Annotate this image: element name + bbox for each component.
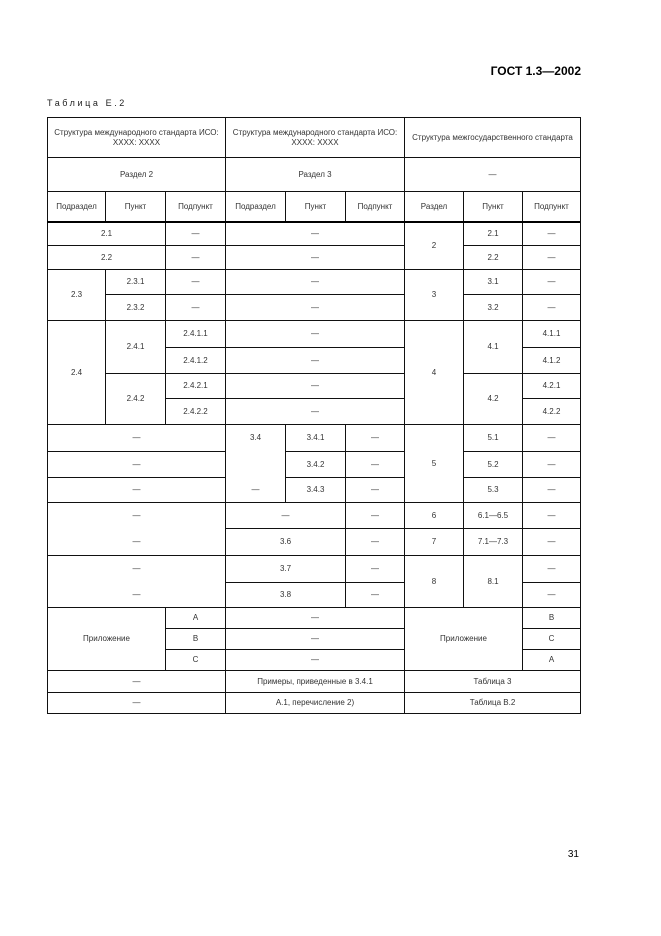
table-cell: 5	[404, 424, 464, 503]
table-cell: A	[165, 607, 226, 629]
page-number: 31	[567, 849, 579, 860]
table-cell: —	[47, 692, 226, 714]
table-cell: 4	[404, 320, 464, 425]
table-cell: —	[522, 555, 581, 583]
table-cell: —	[225, 398, 405, 425]
table-cell: 8	[404, 555, 464, 608]
table-cell: —	[225, 628, 405, 650]
table-cell: 2.4.2	[105, 373, 166, 425]
table-cell: 8.1	[463, 555, 523, 608]
table-cell: —	[522, 269, 581, 295]
table-cell: Таблица В.2	[404, 692, 581, 714]
table-header-cell: Пункт	[285, 191, 346, 223]
table-cell: 2.4	[47, 320, 106, 425]
table-header-cell: Структура международного стандарта ИСО: XXXX: XXXX	[225, 117, 405, 158]
table-cell: 2.2	[463, 245, 523, 270]
table-cell: 2.4.1.1	[165, 320, 226, 348]
header-divider	[47, 221, 580, 223]
table-cell: —	[132, 590, 141, 599]
table-cell: —	[165, 222, 226, 246]
table-cell: 2.4.2.2	[165, 398, 226, 425]
table-header-cell: Пункт	[463, 191, 523, 223]
table-cell: 5.1	[463, 424, 523, 452]
table-cell: —	[225, 294, 405, 321]
table-header-cell: Подраздел	[47, 191, 106, 223]
table-cell: 2.3.2	[105, 294, 166, 321]
document-title: ГОСТ 1.3—2002	[490, 64, 581, 78]
table-cell: —	[522, 245, 581, 270]
table-header-cell: Подпункт	[345, 191, 405, 223]
table-cell: 6.1—6.5	[463, 502, 523, 529]
table-cell: 2.1	[47, 222, 166, 246]
table-cell: —	[225, 347, 405, 374]
table-cell: C	[522, 628, 581, 650]
table-cell: —	[225, 269, 405, 295]
table-cell: 3.6	[225, 528, 346, 556]
table-cell: —	[522, 528, 581, 556]
table-cell: 3.4.3	[285, 477, 346, 503]
table-cell: —	[225, 320, 405, 348]
table-cell: Примеры, приведенные в 3.4.1	[225, 670, 405, 693]
table-cell: —	[345, 451, 405, 478]
table-cell: 3.4.1	[285, 424, 346, 452]
table-cell: 3	[404, 269, 464, 321]
table-cell: 2.4.1.2	[165, 347, 226, 374]
table-cell: Приложение	[404, 607, 523, 671]
table-cell: —	[345, 528, 405, 556]
table-cell: 4.2.1	[522, 373, 581, 399]
table-cell: 3.1	[463, 269, 523, 295]
table-cell: Таблица 3	[404, 670, 581, 693]
table-cell: —	[225, 607, 405, 629]
table-cell: 3.4.2	[285, 451, 346, 478]
table-cell: —	[345, 582, 405, 608]
table-header-cell: Раздел 3	[225, 157, 405, 192]
table-header-cell: Пункт	[105, 191, 166, 223]
table-cell: —	[47, 451, 226, 478]
table-cell: —	[251, 485, 260, 494]
table-cell: —	[345, 502, 405, 529]
table-cell: —	[225, 222, 405, 246]
table-cell: 4.1.1	[522, 320, 581, 348]
table-cell: —	[522, 477, 581, 503]
table-cell: Приложение	[47, 607, 166, 671]
table-cell: B	[522, 607, 581, 629]
table-cell: —	[132, 564, 141, 573]
table-cell: —	[345, 424, 405, 452]
table-header-cell: —	[404, 157, 581, 192]
table-header-cell: Структура международного стандарта ИСО: XXXX: XXXX	[47, 117, 226, 158]
table-cell: 3.4	[249, 433, 262, 442]
table-cell: —	[522, 451, 581, 478]
table-header-cell: Раздел	[404, 191, 464, 223]
table-cell: 4.1	[463, 320, 523, 374]
table-header-cell: Раздел 2	[47, 157, 226, 192]
table-cell: —	[47, 670, 226, 693]
table-cell: —	[225, 502, 346, 529]
table-cell: 7	[404, 528, 464, 556]
table-cell: 4.2.2	[522, 398, 581, 425]
table-cell: 2	[404, 222, 464, 270]
table-cell: —	[345, 555, 405, 583]
table-cell: —	[345, 477, 405, 503]
table-cell: C	[165, 649, 226, 671]
table-caption: Таблица Е.2	[47, 98, 127, 108]
table-cell: —	[522, 502, 581, 529]
table-cell: 3.7	[225, 555, 346, 583]
table-cell: 2.2	[47, 245, 166, 270]
table-cell: —	[225, 373, 405, 399]
table-header-cell: Подпункт	[522, 191, 581, 223]
table-cell: —	[225, 649, 405, 671]
table-cell: B	[165, 628, 226, 650]
table-cell: —	[47, 477, 226, 503]
table-cell: А.1, перечисление 2)	[225, 692, 405, 714]
table-cell: 2.4.2.1	[165, 373, 226, 399]
table-cell: 2.1	[463, 222, 523, 246]
table-cell: 3.2	[463, 294, 523, 321]
table-header-cell: Подпункт	[165, 191, 226, 223]
table-cell: —	[522, 294, 581, 321]
table-cell: 2.3	[47, 269, 106, 321]
table-cell: 4.1.2	[522, 347, 581, 374]
table-cell: 3.8	[225, 582, 346, 608]
table-cell: —	[522, 424, 581, 452]
table-cell: 4.2	[463, 373, 523, 425]
table-cell: 5.2	[463, 451, 523, 478]
table-cell: 6	[404, 502, 464, 529]
table-cell: 2.3.1	[105, 269, 166, 295]
table-cell: 7.1—7.3	[463, 528, 523, 556]
table-cell: —	[47, 424, 226, 452]
table-cell: A	[522, 649, 581, 671]
table-header-cell: Подраздел	[225, 191, 286, 223]
table-cell: —	[132, 510, 141, 520]
table-cell: —	[132, 537, 141, 546]
table-cell: —	[165, 245, 226, 270]
table-header-cell: Структура межгосударственного стандарта	[404, 117, 581, 158]
table-cell: —	[522, 222, 581, 246]
table-cell: —	[165, 294, 226, 321]
table-cell: —	[165, 269, 226, 295]
table-cell: —	[225, 245, 405, 270]
table-cell: 2.4.1	[105, 320, 166, 374]
table-cell: 5.3	[463, 477, 523, 503]
table-cell: —	[522, 582, 581, 608]
